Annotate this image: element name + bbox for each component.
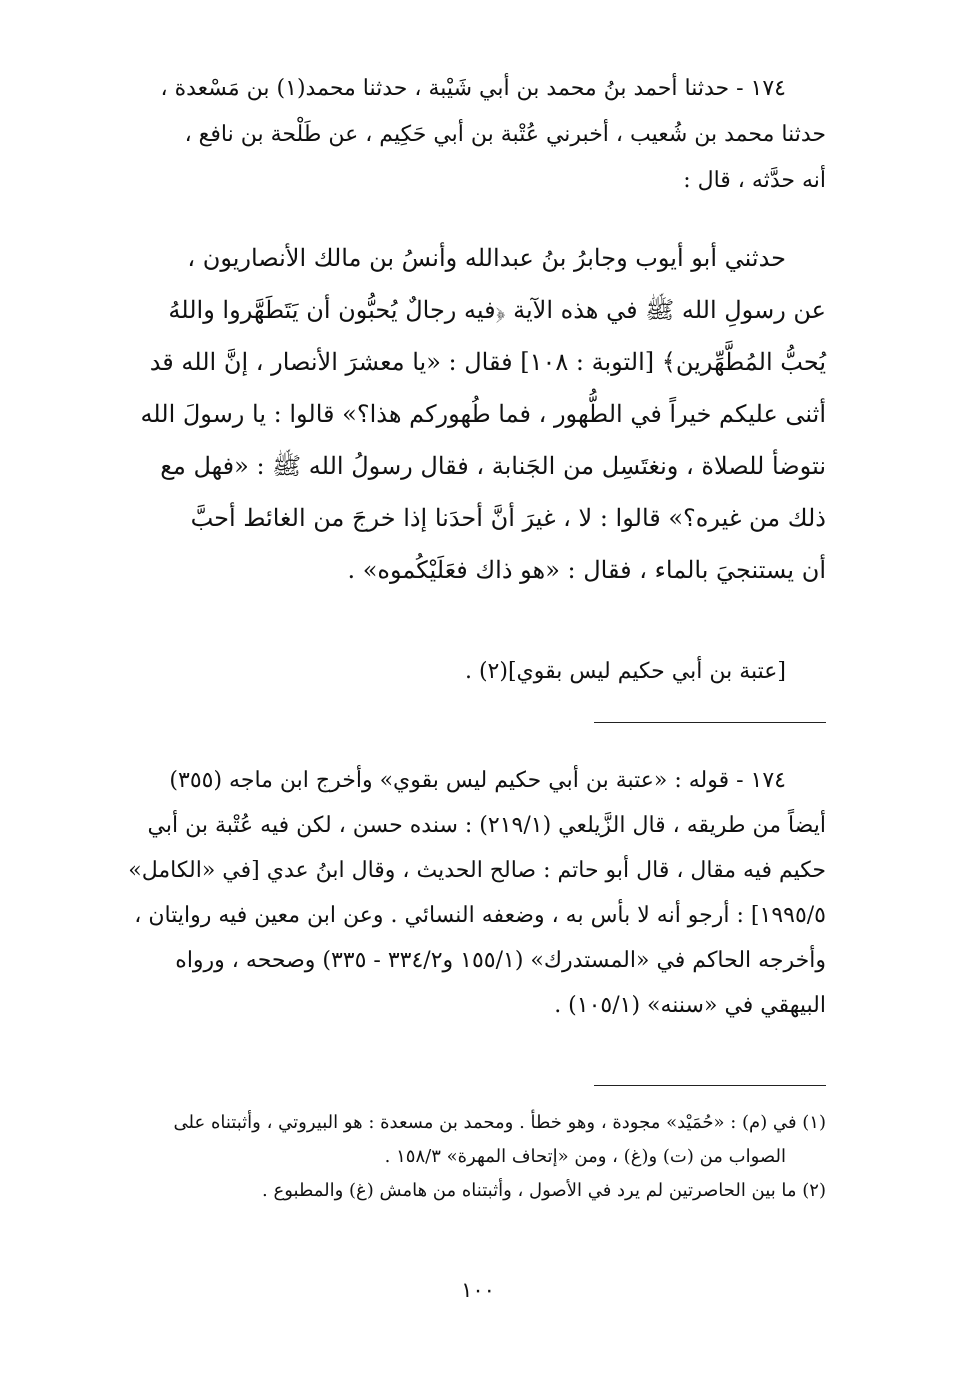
matn-line: يُحبُّ المُطَّهِّرين﴾ [التوبة : ١٠٨] فقال : «يا معشرَ الأنصار ، إنَّ الله قد [149, 348, 826, 376]
commentary-line: البيهقي في «سننه» (١٠٥/١) . [554, 993, 826, 1018]
commentary-line: وأخرجه الحاكم في «المستدرك» (١٥٥/١ و٣٣٤/٢ - ٣٣٥) وصححه ، ورواه [175, 948, 826, 973]
matn-line: عن رسولِ الله ﷺ في هذه الآية ﴿فيه رجالٌ يُحبُّون أن يَتَطَهَّروا واللهُ [168, 296, 826, 324]
isnad-line: حدثنا محمد بن شُعيب ، أخبرني عُتْبة بن أبي حَكِيم ، عن طَلْحة بن نافع ، [184, 122, 826, 147]
footnote-line: (٢) ما بين الحاصرتين لم يرد في الأصول ، وأثبتناه من هامش (غ) والمطبوع . [262, 1180, 826, 1201]
commentary-line: حكيم فيه مقال ، قال أبو حاتم : صالح الحديث ، وقال ابنُ عدي [في «الكامل» [128, 858, 826, 883]
commentary-line: ١٧٤ - قوله : «عتبة بن أبي حكيم ليس بقوي» وأخرج ابن ماجه (٣٥٥) [169, 768, 786, 793]
footnote-divider [594, 1085, 826, 1086]
commentary-line: أيضاً من طريقه ، قال الزَّيلعي (٢١٩/١) : سنده حسن ، لكن فيه عُتْبة بن أبي [147, 813, 826, 838]
matn-line: نتوضأ للصلاة ، ونغتَسِل من الجَنابة ، فقال رسولُ الله ﷺ : «فهل مع [160, 452, 826, 480]
section-divider [594, 722, 826, 723]
matn-line: حدثني أبو أيوب وجابرُ بنُ عبدالله وأنسُ بن مالك الأنصاريون ، [187, 244, 786, 272]
footnote-line: (١) في (م) : «حُمَيْد» مجودة ، وهو خطأ . ومحمد بن مسعدة : هو البيروتي ، وأثبتناه على [173, 1112, 826, 1133]
hadith-isnad [126, 66, 826, 204]
matn-line: أثنى عليكم خيراً في الطُّهور ، فما طُهوركم هذا؟» قالوا : يا رسولَ الله [140, 400, 826, 428]
matn-line: أن يستنجيَ بالماء ، فقال : «هو ذاك فعَلَيْكُموه» . [347, 556, 826, 584]
editor-note-text: [عتبة بن أبي حكيم ليس بقوي](٢) . [464, 659, 786, 684]
commentary-line: ١٩٩٥/٥] : أرجو أنه لا بأس به ، وضعفه النسائي . وعن ابن معين فيه روايتان ، [134, 903, 826, 928]
editor-note [126, 650, 826, 694]
footnotes [126, 1106, 826, 1208]
isnad-line: ١٧٤ - حدثنا أحمد بنُ محمد بن أبي شَيْبة ، حدثنا محمد(١) بن مَسْعدة ، [160, 76, 786, 101]
page-number: ١٠٠ [461, 1278, 495, 1302]
commentary [126, 758, 826, 1028]
matn-line: ذلك من غيره؟» قالوا : لا ، غيرَ أنَّ أحدَنا إذا خرجَ من الغائط أحبَّ [190, 504, 826, 532]
hadith-matn [126, 232, 826, 596]
footnote-line: الصواب من (ت) و(غ) ، ومن «إتحاف المهرة» ١٥٨/٣ . [384, 1146, 786, 1167]
isnad-line: أنه حدَّثه ، قال : [683, 168, 826, 193]
